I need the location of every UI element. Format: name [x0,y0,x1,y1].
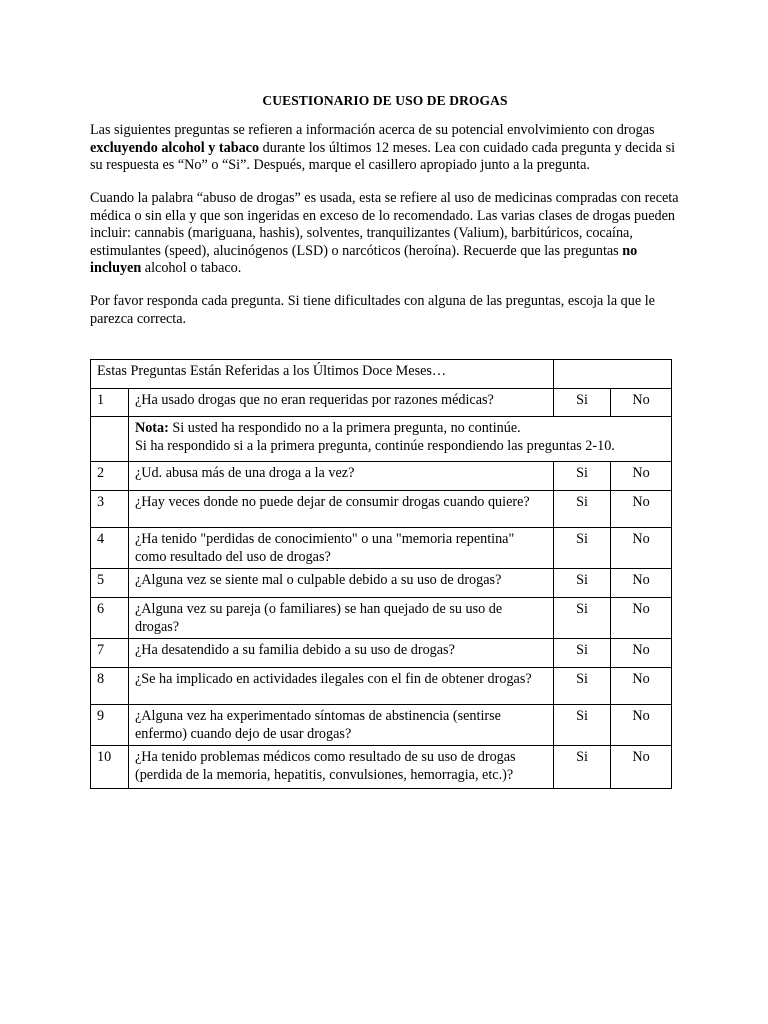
table-header: Estas Preguntas Están Referidas a los Últimos Doce Meses… [91,360,554,389]
answer-no-cell[interactable]: No [611,598,672,639]
answer-si-cell[interactable]: Si [554,528,611,569]
table-header-answer-cell [554,360,672,389]
document-title: CUESTIONARIO DE USO DE DROGAS [262,93,508,108]
intro-text-1: Las siguientes preguntas se refieren a información acerca de su potencial envolvimiento con drogas [90,122,655,138]
table-row [91,639,672,668]
table-row [91,746,672,789]
question-number: 5 [91,569,129,598]
definition-bold: no incluyen [90,242,638,276]
answer-no-cell[interactable]: No [611,491,672,528]
question-number: 3 [91,491,129,528]
question-text: ¿Hay veces donde no puede dejar de consumir drogas cuando quiere? [128,491,553,528]
note-line-1: Si usted ha respondido no a la primera pregunta, no continúe. [168,420,521,436]
question-text: ¿Alguna vez se siente mal o culpable debido a su uso de drogas? [128,569,553,598]
answer-si-cell[interactable]: Si [554,389,611,417]
definition-paragraph [90,190,680,278]
answer-no-cell[interactable]: No [611,639,672,668]
instructions-paragraph: Por favor responda cada pregunta. Si tiene dificultades con alguna de las preguntas, escoja la que le parezca correcta. [90,293,655,327]
answer-no-cell[interactable]: No [611,389,672,417]
table-row [91,462,672,491]
questionnaire-table [90,359,672,789]
answer-no-cell[interactable]: No [611,705,672,746]
answer-si-cell[interactable]: Si [554,639,611,668]
note-empty-cell [91,417,129,462]
question-text: ¿Ha usado drogas que no eran requeridas por razones médicas? [128,389,553,417]
table-row [91,668,672,705]
table-row [91,705,672,746]
note-row [91,417,672,462]
definition-text-1: Cuando la palabra “abuso de drogas” es usada, esta se refiere al uso de medicinas compradas con receta médica o sin ella y que son ingeridas en exceso de lo recomendado. Las varias clases de drogas pueden incluir: cannabis (mariguana, hashis), solventes, tranquilizantes (Valium), barbitúricos, cocaína, estimulantes (speed), alucinógenos (LSD) o narcóticos (heroína). Recuerde que las preguntas [90,190,679,259]
question-text: ¿Se ha implicado en actividades ilegales con el fin de obtener drogas? [128,668,553,705]
answer-si-cell[interactable]: Si [554,462,611,491]
answer-no-cell[interactable]: No [611,668,672,705]
table-row [91,389,672,417]
answer-no-cell[interactable]: No [611,528,672,569]
question-text: ¿Ha tenido "perdidas de conocimiento" o una "memoria repentina" como resultado del uso de drogas? [128,528,553,569]
question-number: 2 [91,462,129,491]
answer-si-cell[interactable]: Si [554,668,611,705]
table-row [91,598,672,639]
note-cell [128,417,671,462]
question-number: 10 [91,746,129,789]
table-row [91,528,672,569]
answer-no-cell[interactable]: No [611,462,672,491]
answer-si-cell[interactable]: Si [554,569,611,598]
question-number: 7 [91,639,129,668]
question-number: 4 [91,528,129,569]
answer-si-cell[interactable]: Si [554,598,611,639]
table-row [91,569,672,598]
question-text: ¿Alguna vez su pareja (o familiares) se han quejado de su uso de drogas? [128,598,553,639]
table-header-row [91,360,672,389]
question-number: 8 [91,668,129,705]
table-row [91,491,672,528]
answer-si-cell[interactable]: Si [554,491,611,528]
question-text: ¿Ha tenido problemas médicos como resultado de su uso de drogas (perdida de la memoria, hepatitis, convulsiones, hemorragia, etc.)? [128,746,553,789]
question-text: ¿Alguna vez ha experimentado síntomas de abstinencia (sentirse enfermo) cuando dejo de usar drogas? [128,705,553,746]
question-text: ¿Ha desatendido a su familia debido a su uso de drogas? [128,639,553,668]
note-line-2: Si ha respondido si a la primera pregunta, continúe respondiendo las preguntas 2-10. [134,438,615,454]
intro-paragraph [90,122,680,175]
answer-no-cell[interactable]: No [611,746,672,789]
note-label: Nota: [134,420,169,436]
intro-text-2: durante los últimos 12 meses. Lea con cuidado cada pregunta y decida si su respuesta es “No” o “Si”. Después, marque el casillero apropiado junto a la pregunta. [90,139,676,173]
question-number: 6 [91,598,129,639]
question-number: 1 [91,389,129,417]
question-text: ¿Ud. abusa más de una droga a la vez? [128,462,553,491]
intro-bold: excluyendo alcohol y tabaco [90,139,260,156]
answer-si-cell[interactable]: Si [554,746,611,789]
answer-si-cell[interactable]: Si [554,705,611,746]
definition-text-2: alcohol o tabaco. [141,260,242,276]
question-number: 9 [91,705,129,746]
answer-no-cell[interactable]: No [611,569,672,598]
